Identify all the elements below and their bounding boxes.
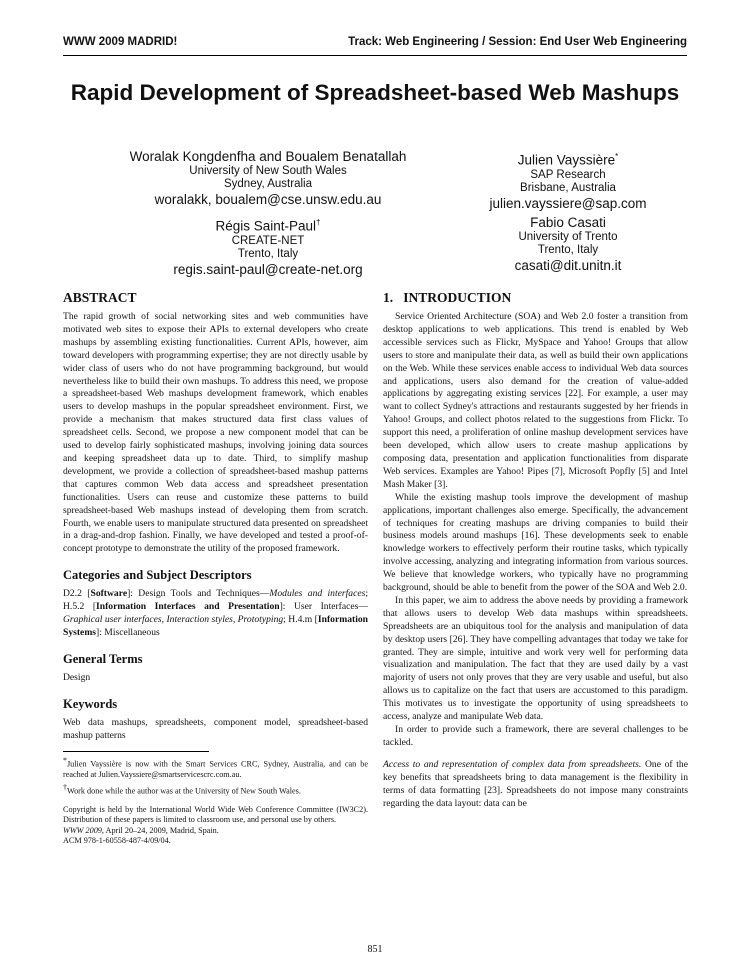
author-block	[418, 148, 718, 213]
author-location: Trento, Italy	[237, 247, 299, 260]
author-email: casati@dit.unitn.it	[514, 258, 622, 273]
author-name: Julien Vayssière	[517, 152, 616, 168]
left-column	[63, 290, 368, 847]
footnote-mark: †	[316, 218, 321, 227]
author-name: Régis Saint-Paul	[215, 218, 317, 234]
intro-paragraph: While the existing mashup tools improve the development of mashup applications, important challenges also emerge. Specifically, the advancement of techniques for creating mashups are driving companies to build their business models around mashups [16]. These developments seek to enable knowledge workers to effectively perform their routine tasks, which typically involve accessing, analyzing and integrating information from various sources. We believe that knowledge workers, who typically have no programming background, should be able to benefit from the power of the SOA and Web 2.0.	[383, 491, 688, 594]
footnote-mark: *	[615, 152, 619, 161]
author-email: regis.saint-paul@create-net.org	[173, 261, 363, 277]
abstract-heading: ABSTRACT	[63, 290, 137, 305]
author-block	[418, 214, 718, 275]
author-affiliation: University of New South Wales	[189, 165, 347, 177]
author-name: Fabio Casati	[530, 215, 606, 230]
categories-heading: Categories and Subject Descriptors	[63, 568, 252, 583]
author-name: Woralak Kongdenfha and Boualem Benatallah	[129, 149, 407, 164]
footnote: †Work done while the author was at the University of New South Wales.	[63, 783, 301, 797]
footnote: *Julien Vayssière is now with the Smart Services CRC, Sydney, Australia, and can be reached at Julien.Vayssiere@smartservicescrc.com.au.	[63, 755, 368, 779]
author-block	[118, 148, 418, 209]
right-column	[383, 290, 688, 810]
copyright-notice: Copyright is held by the International World Wide Web Conference Committee (IW3C2). Distribution of these papers is limited to classroom use, and personal use by others. WWW 2009, April 20–24, 2009, Madrid, Spain. ACM 978-1-60558-487-4/09/04.	[63, 804, 368, 846]
intro-paragraph: Service Oriented Architecture (SOA) and Web 2.0 foster a transition from desktop applications to web applications. This trend is enabled by Web accessible services such as Flickr, MySpace and Yahoo! Groups that allow users to store and manipulate their data, as well as build their own applications on the Web. While these services enable access to individual Web data sources and applications, users also demand for the creation of value-added applications by aggregating existing services [22]. For example, a user may want to collect Sydney's attractions and restaurants suggested by her friends in Yahoo! Groups, and collect photos related to the suggestions from Flickr. To support this need, a proliferation of online mashup development services have been developed, which allow users to create mashup applications by composing data, presentation and application functionalities from disparate Web services. Examples are Yahoo! Pipes [7], Microsoft Popfly [5] and Intel Mash Maker [3].	[383, 311, 688, 490]
general-terms-text: Design	[63, 671, 91, 683]
author-affiliation: CREATE-NET	[231, 234, 305, 247]
author-block	[118, 214, 418, 279]
abstract-text: The rapid growth of social networking sites and web communities have motivated web sites to expose their APIs to external developers who create mashups by assembling existing functionalities. Current APIs, however, aim toward developers with programming expertise; they are not directly usable by wider class of users who do not have programming background, but would nevertheless like to build their own mashups. To address this need, we propose a spreadsheet-based Web mashups development framework, which enables users to develop mashups in the popular spreadsheet environment. First, we provide a mechanism that makes structured data first class values of spreadsheet cells. Second, we propose a new component model that can be used to develop fairly sophisticated mashups, involving joining data sources and keeping spreadsheet data up to date. Third, to simplify mashup development, we provide a collection of spreadsheet-based mashup patterns that captures common Web data access and spreadsheet presentation functionalities. Users can reuse and customize these patterns to build spreadsheet-based Web mashups instead of developing them from scratch. Fourth, we enable users to manipulate structured data presented on spreadsheet in a drag-and-drop fashion. Finally, we have developed and tested a proof-of-concept prototype to demonstrate the utility of the proposed framework.	[63, 311, 368, 555]
keywords-text: Web data mashups, spreadsheets, component model, spreadsheet-based mashup patterns	[63, 716, 368, 741]
intro-paragraph: In order to provide such a framework, there are several challenges to be tackled.	[383, 724, 688, 748]
keywords-heading: Keywords	[63, 696, 118, 711]
introduction-heading: 1. INTRODUCTION	[383, 290, 512, 305]
author-email: woralakk, boualem@cse.unsw.edu.au	[154, 192, 382, 207]
header-rule	[63, 55, 687, 56]
author-location: Brisbane, Australia	[520, 181, 616, 194]
author-location: Trento, Italy	[537, 244, 599, 256]
author-location: Sydney, Australia	[223, 178, 312, 190]
running-header	[63, 36, 687, 48]
categories-text: D2.2 [Software]: Design Tools and Techniques—Modules and interfaces; H.5.2 [Information Interfaces and Presentation]: User Interfaces—Graphical user interfaces, Interaction styles, Prototyping; H.4.m [Information Systems]: Miscellaneous	[63, 588, 369, 638]
intro-paragraph: In this paper, we aim to address the above needs by providing a framework that allows users to develop Web data mashups within spreadsheets. Spreadsheets are an ubiquitous tool for the analysis and manipulation of data by desktop users [26]. They have compelling advantages that today we take for granted. They are simple, intuitive and work very well for performing data visualization and manipulation. The fact that they are used daily by a vast majority of users not only proves that they are very usable and useful, but also allows us to capitalize on the fact that users are accustomed to this paradigm. This motivates us to investigate the opportunity of using spreadsheets to access, analyze and manipulate Web data.	[383, 594, 688, 723]
author-affiliation: SAP Research	[530, 168, 606, 181]
author-affiliation: University of Trento	[518, 231, 618, 243]
header-right: Track: Web Engineering / Session: End User Web Engineering	[348, 36, 687, 48]
paper-title: Rapid Development of Spreadsheet-based Web Mashups	[70, 80, 680, 105]
footnote-rule	[63, 751, 209, 752]
header-left: WWW 2009 MADRID!	[63, 36, 178, 48]
author-email: julien.vayssiere@sap.com	[489, 195, 647, 211]
intro-paragraph: Access to and representation of complex data from spreadsheets. One of the key benefits that spreadsheets bring to data management is the flexibility in terms of data formatting [23]. Spreadsheets do not impose many constraints regarding the data layout: data can be	[383, 758, 688, 809]
general-terms-heading: General Terms	[63, 651, 143, 666]
page-number: 851	[367, 944, 383, 955]
